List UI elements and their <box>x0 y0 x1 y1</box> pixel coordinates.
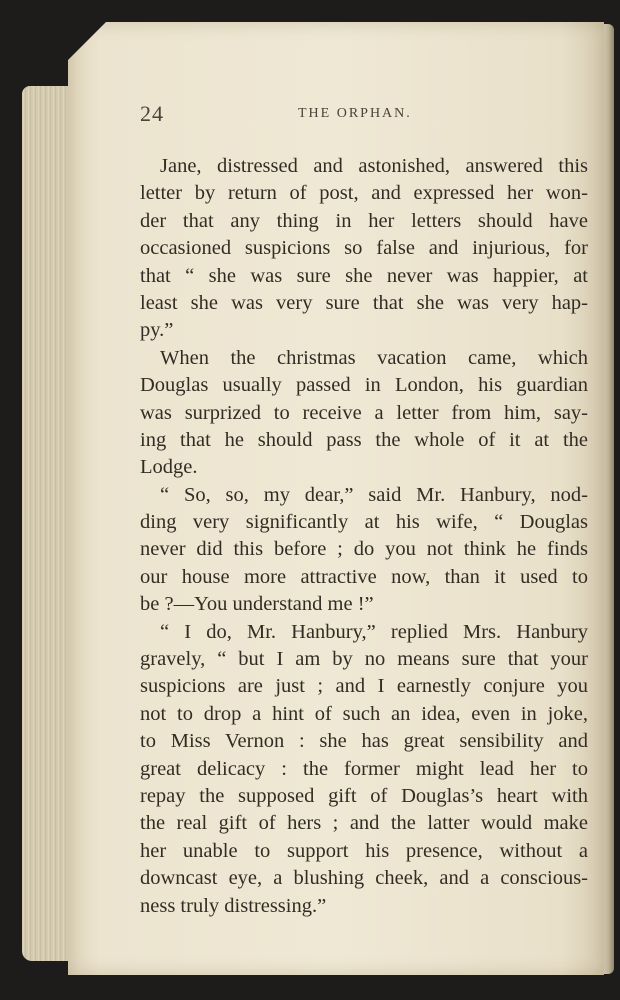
text-line: letter by return of post, and expressed her won- <box>140 182 588 205</box>
text-line: her unable to support his presence, without a <box>140 839 588 862</box>
text-line: repay the supposed gift of Douglas’s heart with <box>140 784 588 807</box>
text-line: great delicacy : the former might lead her to <box>140 757 588 780</box>
running-head: THE ORPHAN. <box>298 106 412 121</box>
text-line: When the christmas vacation came, which <box>160 346 588 369</box>
text-line: least she was very sure that she was very hap- <box>140 291 588 314</box>
text-line: “ So, so, my dear,” said Mr. Hanbury, nod- <box>160 483 588 506</box>
text-line: Douglas usually passed in London, his guardian <box>140 374 588 397</box>
text-line: downcast eye, a blushing cheek, and a conscious- <box>140 867 588 890</box>
text-line: to Miss Vernon : she has great sensibility and <box>140 730 588 753</box>
text-line: der that any thing in her letters should have <box>140 209 588 232</box>
text-line: Jane, distressed and astonished, answered this <box>160 155 588 177</box>
text-line: ding very significantly at his wife, “ Douglas <box>140 511 588 534</box>
text-line: occasioned suspicions so false and injurious, for <box>140 237 588 260</box>
text-line: our house more attractive now, than it used to <box>140 565 588 588</box>
text-line: never did this before ; do you not think he finds <box>140 538 588 561</box>
text-line: that “ she was sure she never was happier, at <box>140 264 588 287</box>
book-page <box>68 22 604 975</box>
text-line: ness truly distressing.” <box>140 894 327 917</box>
text-line: the real gift of hers ; and the latter would make <box>140 812 588 835</box>
text-line: suspicions are just ; and I earnestly conjure you <box>140 675 588 698</box>
text-line: Lodge. <box>140 456 198 479</box>
text-line: not to drop a hint of such an idea, even in joke, <box>140 702 588 725</box>
text-line: be ?—You understand me !” <box>140 593 374 616</box>
page-number: 24 <box>140 101 164 126</box>
text-line: py.” <box>140 319 174 342</box>
page-header <box>140 101 580 131</box>
folded-corner <box>68 22 106 60</box>
text-line: gravely, “ but I am by no means sure that your <box>140 648 588 671</box>
text-line: ing that he should pass the whole of it at the <box>140 428 588 451</box>
text-line: was surprized to receive a letter from him, say- <box>140 401 588 424</box>
page-body-text <box>140 153 588 920</box>
text-line: “ I do, Mr. Hanbury,” replied Mrs. Hanbury <box>160 620 588 643</box>
